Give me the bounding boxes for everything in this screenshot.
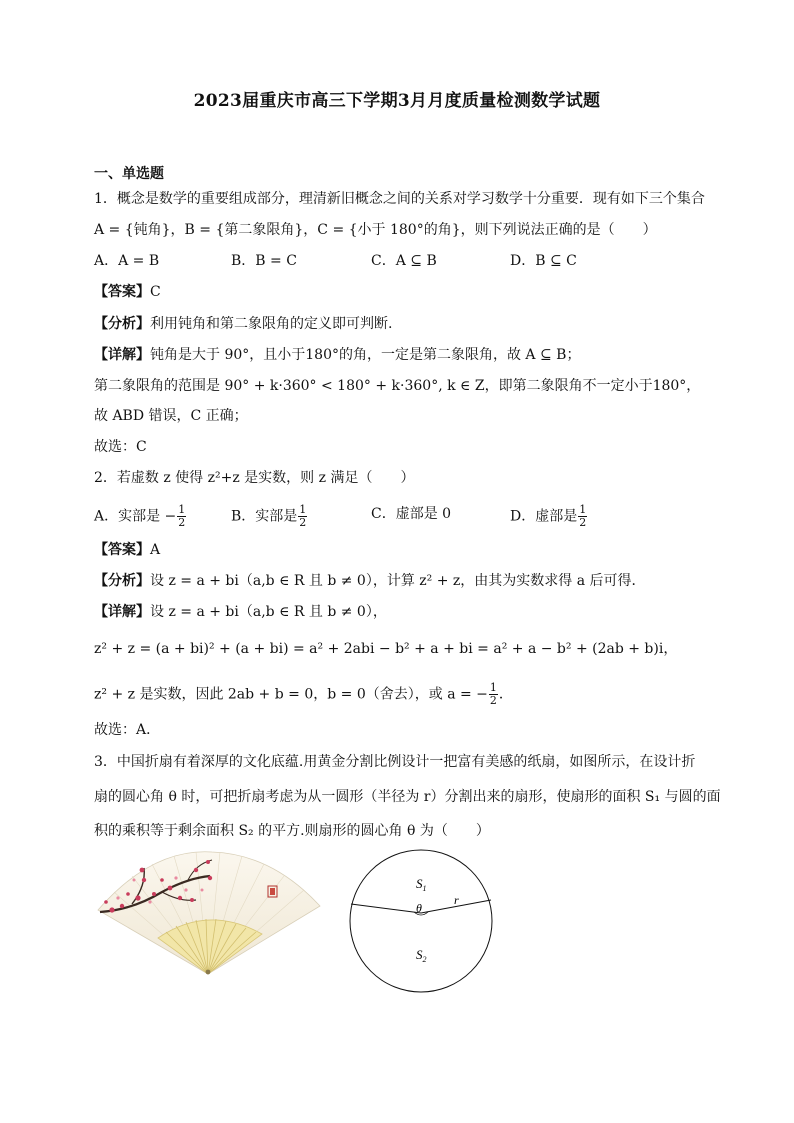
analysis-tag: 【分析】 [94,316,150,332]
q3-stem-line1: 3．中国折扇有着深厚的文化底蕴.用黄金分割比例设计一把富有美感的纸扇，如图所示，在设计折 [94,754,696,770]
q1-option-d: D．B ⊆ C [510,253,577,269]
analysis-tag: 【分析】 [94,573,150,589]
sector-diagram [346,846,496,996]
q2-option-b-text: B．实部是 [231,508,298,525]
label-theta: θ [416,901,422,915]
detail-text: 钝角是大于 90°，且小于180°的角，一定是第二象限角，故 A ⊆ B； [150,347,581,363]
q2-detail-line3-text: z² + z 是实数，因此 2ab + b = 0，b = 0（舍去），或 a = − [94,686,488,703]
q2-detail-line2: z² + z = (a + bi)² + (a + bi) = a² + 2abi − b² + a + bi = a² + a − b² + (2ab + b)i， [94,641,678,657]
q2-option-b [231,504,308,529]
fraction: $\frac{1}{2}$ [299,503,307,529]
section-heading: 一、单选题 [94,166,164,182]
label-s2: $S_2$ [416,947,427,964]
fraction: $\frac{1}{2}$ [579,503,587,529]
q2-option-a-text: A．实部是 − [94,508,177,525]
answer-value: C [150,284,161,300]
q2-option-d-text: D．虚部是 [510,508,578,525]
q1-detail-line3: 故 ABD 错误，C 正确； [94,408,248,424]
q2-detail-line3 [94,682,513,707]
q1-stem-line1: 1．概念是数学的重要组成部分，理清新旧概念之间的关系对学习数学十分重要．现有如下三个集合 [94,191,705,207]
q2-detail-line3-end: ． [498,686,513,703]
q2-option-a [94,504,187,529]
sector-radius-left [351,904,421,913]
q1-option-c: C．A ⊆ B [371,253,437,269]
answer-tag: 【答案】 [94,542,150,558]
q2-option-d [510,504,588,529]
q1-answer [94,282,161,302]
fraction: $\frac{1}{2}$ [489,681,497,707]
q2-stem: 2．若虚数 z 使得 z²+z 是实数，则 z 满足（ ） [94,470,415,486]
detail-text: 设 z = a + bi（a,b ∈ R 且 b ≠ 0）， [150,604,387,620]
detail-tag: 【详解】 [94,604,150,620]
q2-detail-line1 [94,602,387,622]
q2-answer [94,540,160,560]
fraction: $\frac{1}{2}$ [178,503,186,529]
q1-option-b: B．B = C [231,253,297,269]
label-r: r [454,893,459,907]
q2-choose: 故选：A． [94,722,161,738]
detail-tag: 【详解】 [94,347,150,363]
q1-analysis [94,314,392,334]
q3-stem-line3: 积的乘积等于剩余面积 S₂ 的平方.则扇形的圆心角 θ 为（ ） [94,823,490,839]
q1-detail-line1 [94,345,580,365]
analysis-text: 设 z = a + bi（a,b ∈ R 且 b ≠ 0），计算 z² + z，由其为实数求得 a 后可得． [150,573,646,589]
q3-stem-line2: 扇的圆心角 θ 时，可把折扇考虑为从一圆形（半径为 r）分割出来的扇形，使扇形的面积 S₁ 与圆的面 [94,789,721,805]
q2-option-c: C．虚部是 0 [371,506,452,522]
answer-value: A [150,542,161,558]
page-title: 2023届重庆市高三下学期3月月度质量检测数学试题 [193,91,601,111]
label-s1: $S_1$ [416,876,427,893]
folding-fan-image [92,850,324,980]
q1-stem-line2: A = {钝角}，B = {第二象限角}，C = {小于 180°的角}，则下列说法正确的是（ ） [94,222,657,238]
analysis-text: 利用钝角和第二象限角的定义即可判断. [150,316,393,332]
q1-detail-line2: 第二象限角的范围是 90° + k·360° < 180° + k·360°, k ∈ Z，即第二象限角不一定小于180°， [94,378,701,394]
q1-option-a: A．A = B [94,253,160,269]
q2-analysis [94,571,646,591]
answer-tag: 【答案】 [94,284,150,300]
q1-choose: 故选：C [94,439,147,455]
